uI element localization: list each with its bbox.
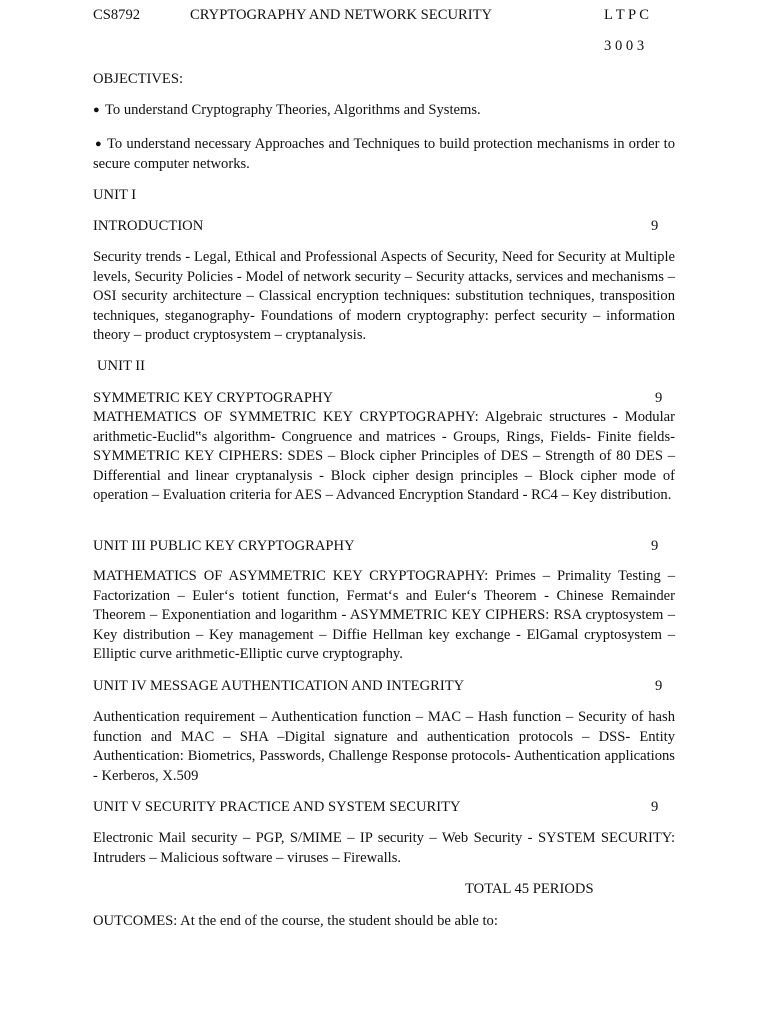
unit-5-title: UNIT V SECURITY PRACTICE AND SYSTEM SECURITY [93, 799, 461, 815]
outcomes-heading: OUTCOMES: At the end of the course, the student should be able to: [93, 913, 498, 929]
course-title: CRYPTOGRAPHY AND NETWORK SECURITY [190, 7, 493, 23]
objectives-heading: OBJECTIVES: [93, 71, 183, 87]
objective-item-2 [93, 135, 675, 174]
unit-3-hours: 9 [651, 538, 659, 554]
objective-text: To understand Cryptography Theories, Algorithms and Systems. [105, 102, 481, 118]
ltpc-label: L T P C [604, 7, 650, 23]
unit-3-title: UNIT III PUBLIC KEY CRYPTOGRAPHY [93, 538, 355, 554]
objective-text: To understand necessary Approaches and Techniques to build protection mechanisms in order to secure computer networks. [93, 136, 675, 172]
total-periods: TOTAL 45 PERIODS [465, 881, 594, 897]
unit-1-content: Security trends - Legal, Ethical and Professional Aspects of Security, Need for Security at Multiple levels, Security Policies - Model of network security – Security attacks, services and mechanisms – OSI security architecture – Classical encryption techniques: substitution techniques, transposition techniques, steganography- Foundations of modern cryptography: perfect security – information theory – product cryptosystem – cryptanalysis. [93, 249, 675, 344]
unit-1-label: UNIT I [93, 187, 137, 203]
course-code: CS8792 [93, 7, 141, 23]
objective-item-1 [93, 101, 675, 121]
unit-5-hours: 9 [651, 799, 659, 815]
unit-1-title: INTRODUCTION [93, 218, 204, 234]
unit-2-label: UNIT II [97, 358, 145, 374]
unit-2-hours: 9 [655, 390, 663, 406]
unit-2-content: MATHEMATICS OF SYMMETRIC KEY CRYPTOGRAPHY: Algebraic structures - Modular arithmetic-Euclid‟s algorithm- Congruence and matrices - Groups, Rings, Fields- Finite fields- SYMMETRIC KEY CIPHERS: SDES – Block cipher Principles of DES – Strength of 80 DES – Differential and linear cryptanalysis - Block cipher design principles – Block cipher mode of operation – Evaluation criteria for AES – Advanced Encryption Standard - RC4 – Key distribution. [93, 409, 675, 504]
unit-3-content: MATHEMATICS OF ASYMMETRIC KEY CRYPTOGRAPHY: Primes – Primality Testing – Factorization – Euler‘s totient function, Fermat‘s and Euler‘s Theorem - Chinese Remainder Theorem – Exponentiation and logarithm - ASYMMETRIC KEY CIPHERS: RSA cryptosystem – Key distribution – Key management – Diffie Hellman key exchange - ElGamal cryptosystem – Elliptic curve arithmetic-Elliptic curve cryptography. [93, 568, 675, 663]
unit-4-hours: 9 [655, 678, 663, 694]
unit-1-hours: 9 [651, 218, 659, 234]
unit-5-content: Electronic Mail security – PGP, S/MIME – IP security – Web Security - SYSTEM SECURITY: Intruders – Malicious software – viruses – Firewalls. [93, 830, 675, 866]
unit-4-content: Authentication requirement – Authentication function – MAC – Hash function – Security of hash function and MAC – SHA –Digital signature and authentication protocols – DSS- Entity Authentication: Biometrics, Passwords, Challenge Response protocols- Authentication applications - Kerberos, X.509 [93, 709, 675, 784]
ltpc-values: 3 0 0 3 [604, 38, 645, 54]
unit-2-title: SYMMETRIC KEY CRYPTOGRAPHY [93, 390, 334, 406]
unit-4-title: UNIT IV MESSAGE AUTHENTICATION AND INTEGRITY [93, 678, 465, 694]
bullet-icon: ● [93, 104, 100, 116]
bullet-icon: ● [95, 138, 102, 150]
